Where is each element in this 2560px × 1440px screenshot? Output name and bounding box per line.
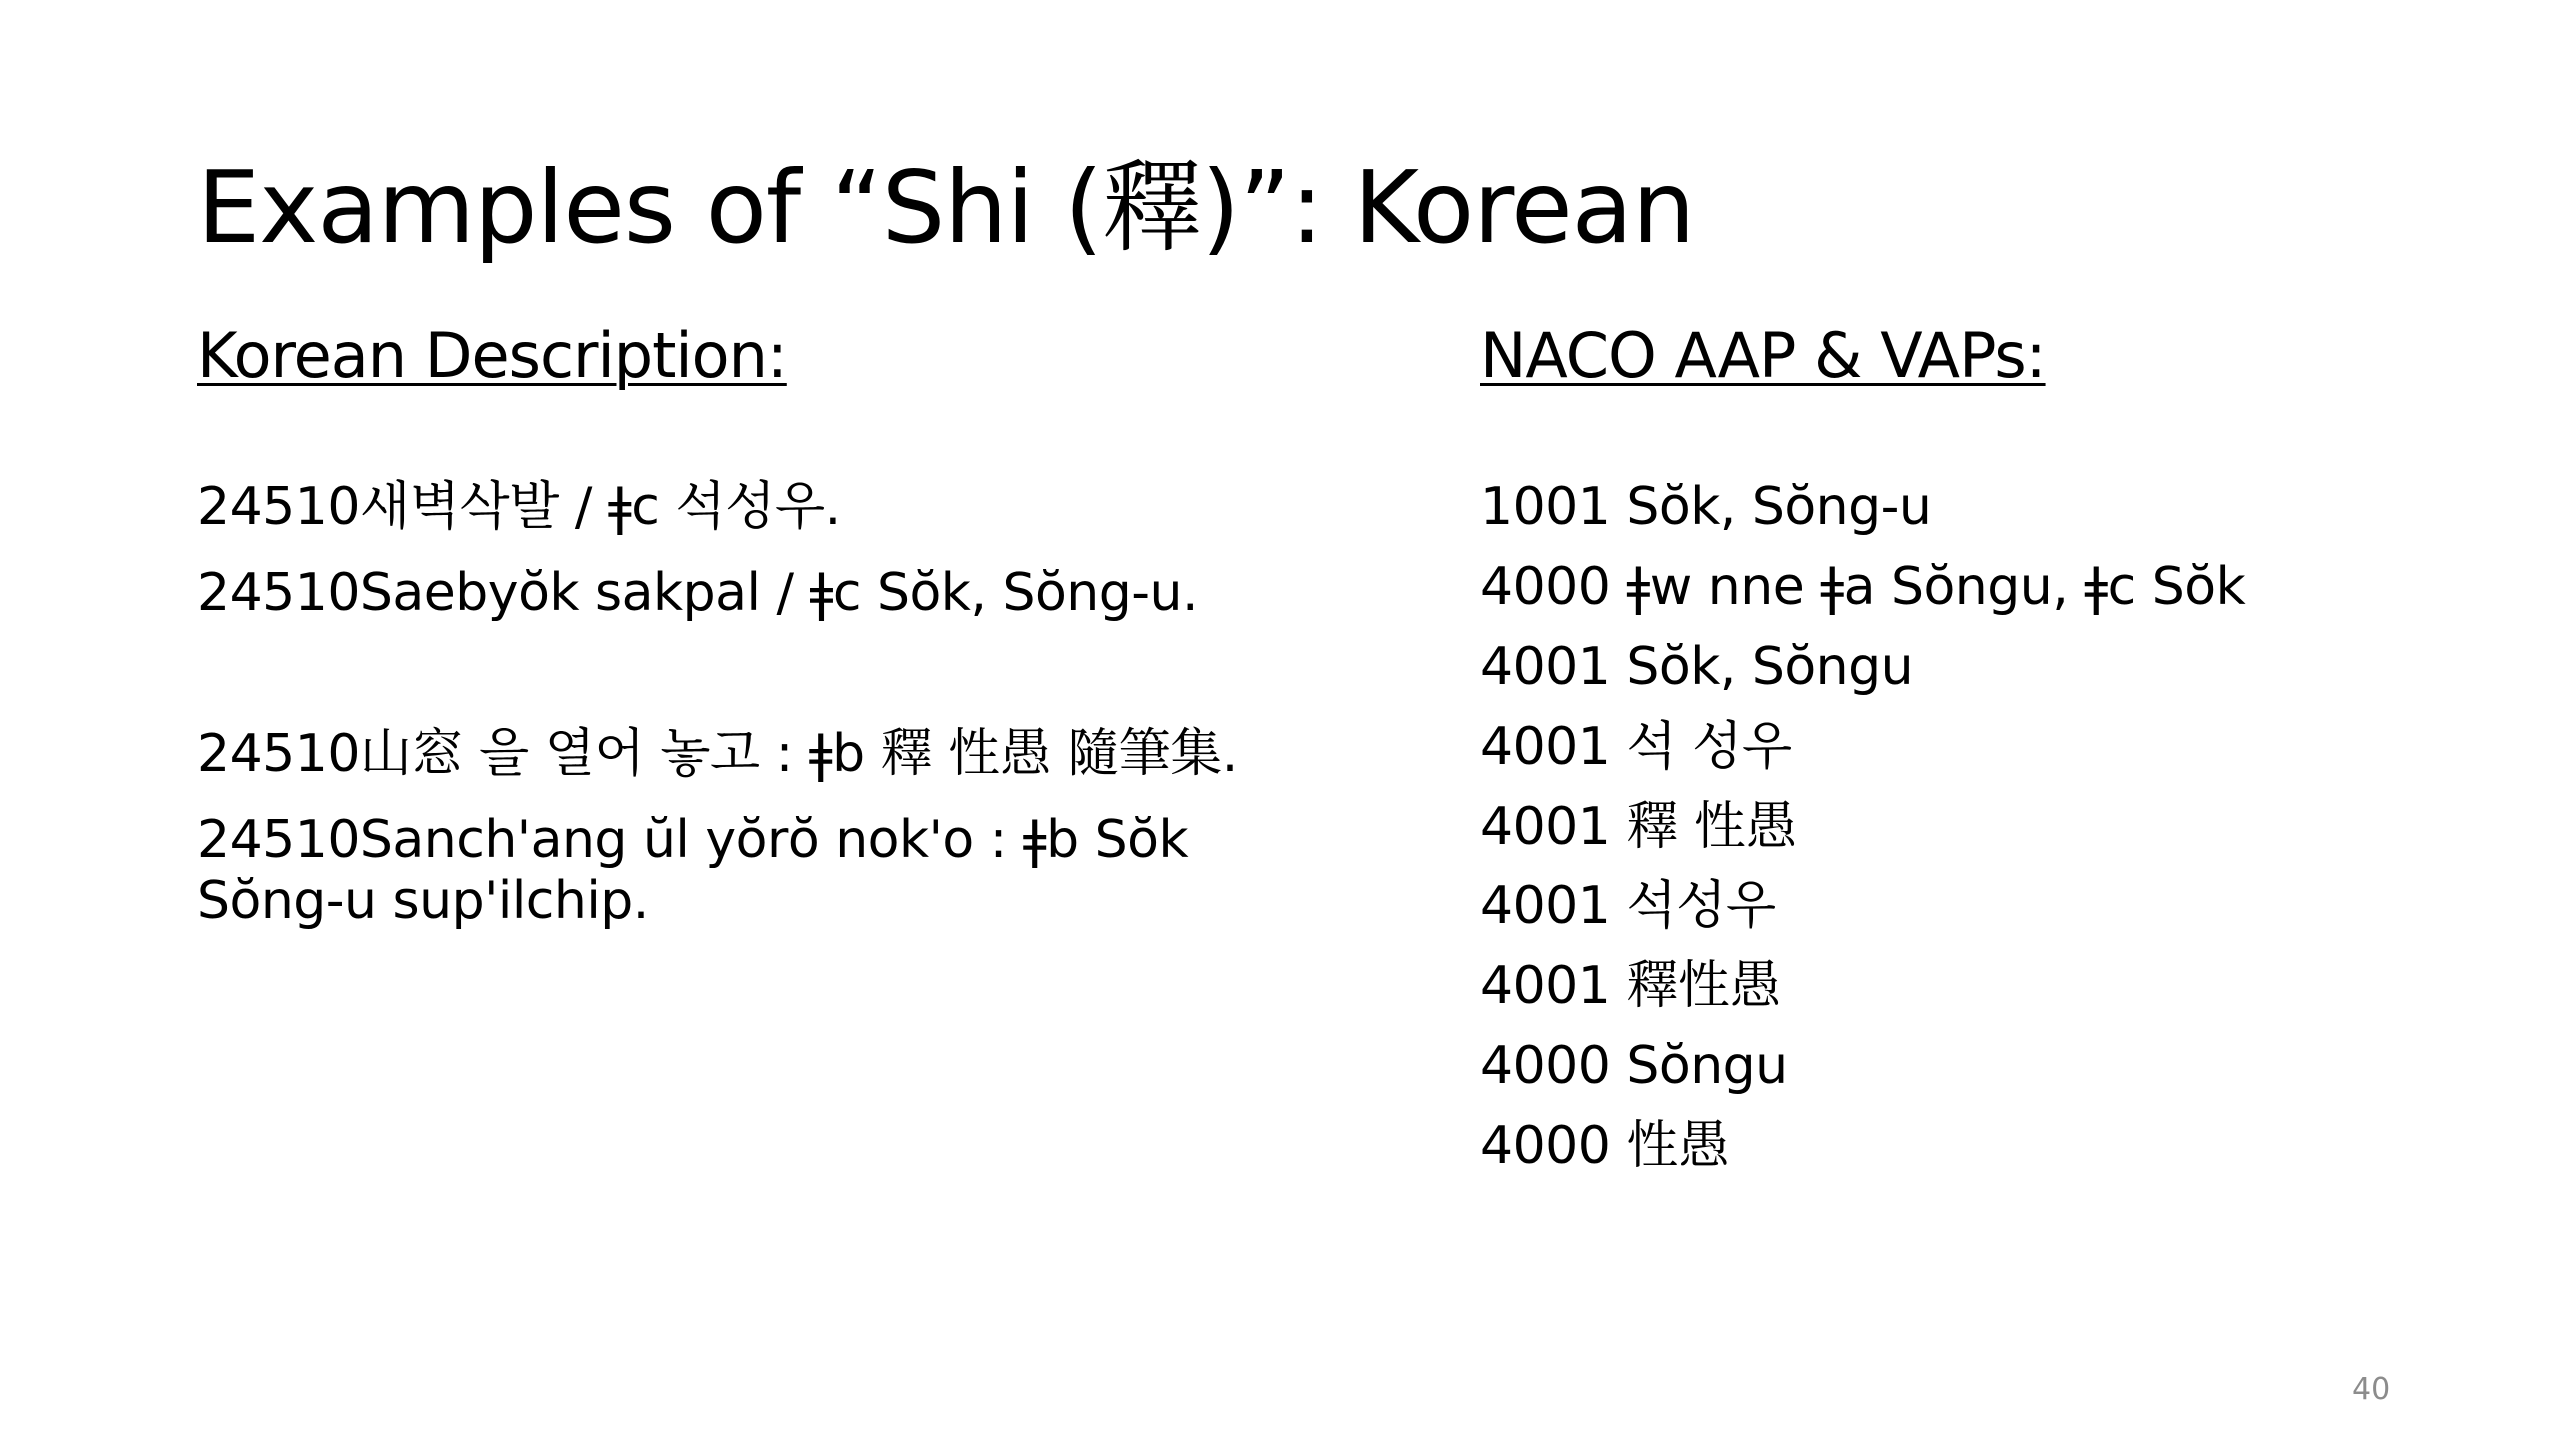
naco-entry-3: 4001 Sŏk, Sŏngu: [1480, 636, 1914, 697]
naco-entry-1: 1001 Sŏk, Sŏng-u: [1480, 477, 1932, 538]
naco-column: [1480, 320, 2480, 1196]
naco-entry-6: 4001 석성우: [1480, 876, 1776, 937]
slide-title: Examples of “Shi (釋)”: Korean: [197, 149, 1695, 266]
korean-description-column: [197, 320, 1277, 956]
naco-entry-8: 4000 Sŏngu: [1480, 1036, 1788, 1097]
naco-heading: NACO AAP & VAPs:: [1480, 319, 2046, 392]
naco-entry-7: 4001 釋性愚: [1480, 956, 1781, 1017]
description-entry-hanja: 24510山窓 을 열어 놓고 : ǂb 釋 性愚 隨筆集.: [197, 723, 1238, 784]
page-number: 40: [2352, 1372, 2391, 1407]
korean-description-heading: Korean Description:: [197, 319, 787, 392]
description-entry-romanized: 24510Saebyŏk sakpal / ǂc Sŏk, Sŏng-u.: [197, 563, 1199, 624]
naco-entry-5: 4001 釋 性愚: [1480, 796, 1797, 857]
naco-entry-4: 4001 석 성우: [1480, 716, 1792, 777]
naco-entry-2: 4000 ǂw nne ǂa Sŏngu, ǂc Sŏk: [1480, 557, 2246, 618]
description-entry-romanized-2: 24510Sanch'ang ŭl yŏrŏ nok'o : ǂb Sŏk Sŏng-u sup'ilchip.: [197, 809, 1189, 931]
description-entry-hangul: 24510새벽삭발 / ǂc 석성우.: [197, 477, 841, 538]
naco-entry-9: 4000 性愚: [1480, 1115, 1730, 1176]
